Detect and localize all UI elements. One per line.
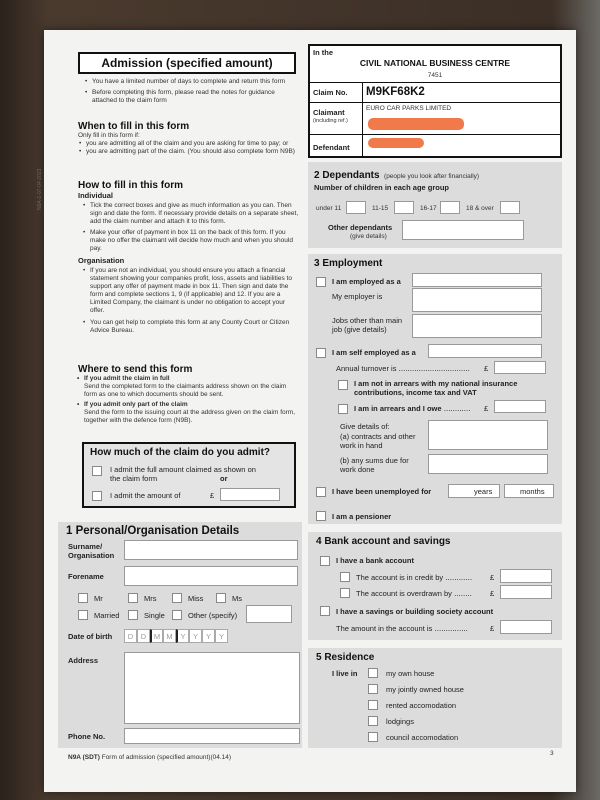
dependants-header <box>314 165 479 183</box>
footer-form-code: N9A (SDT) <box>68 754 100 761</box>
surname-label: Surname/ Organisation <box>68 542 115 560</box>
other-dependants-sub: (give details) <box>350 233 387 240</box>
title-ms-label: Ms <box>232 594 242 603</box>
status-single-checkbox[interactable] <box>128 610 138 620</box>
dependants-heading: 2 Dependants <box>314 170 380 181</box>
dob-cell[interactable]: Y <box>215 629 228 643</box>
self-employed-label: I am self employed as a <box>332 348 416 357</box>
how-heading: How to fill in this form <box>78 180 183 191</box>
dependants-sub: (people you look after financially) <box>384 173 480 180</box>
residence-heading: 5 Residence <box>316 652 375 663</box>
own-house-label: my own house <box>386 669 435 678</box>
currency-symbol: £ <box>490 573 495 582</box>
surname-input[interactable] <box>124 540 298 560</box>
where-full-lead: • If you admit the claim in full <box>84 375 300 383</box>
title-mr-label: Mr <box>94 594 103 603</box>
not-arrears-checkbox[interactable] <box>338 380 348 390</box>
admit-amount-input[interactable] <box>220 488 280 501</box>
other-jobs-input[interactable] <box>412 314 542 338</box>
lodgings-label: lodgings <box>386 717 414 726</box>
when-lead: Only fill in this form if: <box>78 132 140 139</box>
unemployed-checkbox[interactable] <box>316 487 326 497</box>
employer-input[interactable] <box>412 288 542 312</box>
dob-cell[interactable]: Y <box>176 629 189 643</box>
turnover-label: Annual turnover is ................................ <box>336 364 470 373</box>
where-part-text: Send the form to the issuing court at the address given on the claim form, together with the defence form (N9B). <box>84 409 295 424</box>
form-title: Admission (specified amount) <box>101 56 273 70</box>
court-name: CIVIL NATIONAL BUSINESS CENTRE <box>359 58 511 68</box>
in-credit-input[interactable] <box>500 569 552 583</box>
where-full-text: Send the completed form to the claimants address shown on the claim form as one to which documents should be sent. <box>84 383 287 398</box>
how-individual: Individual <box>78 191 114 200</box>
age-18-over-input[interactable] <box>500 201 520 214</box>
admit-full-checkbox[interactable] <box>92 466 102 476</box>
employed-checkbox[interactable] <box>316 277 326 287</box>
arrears-input[interactable] <box>494 400 546 413</box>
contracts-label: (a) contracts and other work in hand <box>340 432 416 450</box>
where-heading: Where to send this form <box>78 364 193 375</box>
savings-label: I have a savings or building society account <box>336 607 494 616</box>
status-married-checkbox[interactable] <box>78 610 88 620</box>
dob-cell[interactable]: M <box>163 629 176 643</box>
joint-house-checkbox[interactable] <box>368 684 378 694</box>
turnover-text: Annual turnover is <box>336 364 397 373</box>
where-part-lead: • If you admit only part of the claim <box>84 401 300 409</box>
arrears-label: I am in arrears and I owe ............ <box>354 404 471 413</box>
turnover-input[interactable] <box>494 361 546 374</box>
how-section <box>78 180 300 335</box>
age-16-17-input[interactable] <box>440 201 460 214</box>
how-bullet: • If you are not an individual, you should ensure you attach a financial statement showing your companies profit, loss, assets and liabilities to support any offer of payment made in box 11. Then sign and date the form and complete sections 1, 9 (if applicable) and 12. If you are a Limited Company, the claimant is under no obligation to accept your offer. <box>90 267 300 315</box>
contracts-input[interactable] <box>428 420 548 450</box>
status-other-input[interactable] <box>246 605 292 623</box>
savings-amount-input[interactable] <box>500 620 552 634</box>
pensioner-checkbox[interactable] <box>316 511 326 521</box>
overdrawn-label: The account is overdrawn by ........ <box>356 589 472 598</box>
phone-input[interactable] <box>124 728 300 744</box>
employed-label: I am employed as a <box>332 277 401 286</box>
age-11-15-label: 11-15 <box>372 205 389 212</box>
how-bullet: • You can get help to complete this form at any County Court or Citizen Advice Bureau. <box>90 319 300 335</box>
status-other-checkbox[interactable] <box>172 610 182 620</box>
in-credit-label: The account is in credit by ............ <box>356 573 473 582</box>
years-label: years <box>474 487 493 496</box>
defendant-label: Defendant <box>313 143 350 152</box>
own-house-checkbox[interactable] <box>368 668 378 678</box>
arrears-checkbox[interactable] <box>338 404 348 414</box>
rented-label: rented accomodation <box>386 701 457 710</box>
claim-no-label: Claim No. <box>313 88 348 97</box>
age-16-17-label: 16-17 <box>420 205 437 212</box>
savings-checkbox[interactable] <box>320 606 330 616</box>
currency-symbol: £ <box>484 404 489 413</box>
in-credit-text: The account is in credit by <box>356 573 444 582</box>
title-miss-checkbox[interactable] <box>172 593 182 603</box>
overdrawn-input[interactable] <box>500 585 552 599</box>
when-bullet: • you are admitting all of the claim and you are asking for time to pay; or <box>86 140 298 148</box>
redaction-mark <box>368 138 424 148</box>
dob-cell[interactable]: D <box>124 629 137 643</box>
how-bullet: • Tick the correct boxes and give as much information as you can. Then sign and date the form. If necessary provide details on a separate sheet, add the claim number and attach it to this form. <box>90 202 300 226</box>
self-employed-input[interactable] <box>428 344 542 358</box>
other-dependants-label: Other dependants <box>328 223 393 232</box>
phone-label: Phone No. <box>68 732 106 741</box>
dob-label: Date of birth <box>68 632 113 641</box>
council-checkbox[interactable] <box>368 732 378 742</box>
personal-heading: 1 Personal/Organisation Details <box>66 525 240 537</box>
sums-due-input[interactable] <box>428 454 548 474</box>
rented-checkbox[interactable] <box>368 700 378 710</box>
claimant-value: EURO CAR PARKS LIMITED <box>366 105 452 112</box>
where-section <box>78 364 300 425</box>
employed-as-input[interactable] <box>412 273 542 287</box>
self-employed-checkbox[interactable] <box>316 348 326 358</box>
age-under-11-label: under 11 <box>316 205 342 212</box>
title-miss-label: Miss <box>188 594 204 603</box>
council-label: council accomodation <box>386 733 459 742</box>
currency-symbol: £ <box>490 589 495 598</box>
admit-full-label: I admit the full amount claimed as shown on the claim form <box>110 465 256 483</box>
claim-no-value: M9KF68K2 <box>366 86 425 98</box>
page-number: 3 <box>550 750 554 757</box>
status-other-label: Other (specify) <box>188 611 238 620</box>
intro-bullet: • Before completing this form, please read the notes for guidance attached to the claim form <box>92 89 292 105</box>
footer <box>68 754 231 762</box>
overdrawn-text: The account is overdrawn by <box>356 589 452 598</box>
how-much-box <box>82 442 296 508</box>
in-credit-checkbox[interactable] <box>340 572 350 582</box>
bank-account-label: I have a bank account <box>336 556 414 565</box>
court-box <box>308 44 562 158</box>
pensioner-label: I am a pensioner <box>332 512 392 521</box>
forename-input[interactable] <box>124 566 298 586</box>
status-married-label: Married <box>94 611 120 620</box>
bank-account-checkbox[interactable] <box>320 556 330 566</box>
months-label: months <box>520 487 545 496</box>
unemployed-label: I have been unemployed for <box>332 487 432 496</box>
currency-symbol: £ <box>490 624 495 633</box>
dob-cell[interactable]: Y <box>202 629 215 643</box>
savings-amount-label: The amount in the account is ............... <box>336 624 468 633</box>
intro-bullet: • You have a limited number of days to complete and return this form <box>92 78 292 86</box>
lodgings-checkbox[interactable] <box>368 716 378 726</box>
live-in-label: I live in <box>332 669 358 678</box>
forename-label: Forename <box>68 572 104 581</box>
dob-cell[interactable]: M <box>150 629 163 643</box>
title-mrs-checkbox[interactable] <box>128 593 138 603</box>
not-arrears-text: I am not in arrears with my national insurance contributions, income tax and VAT <box>354 379 518 397</box>
other-dependants-input[interactable] <box>402 220 524 240</box>
admit-part-checkbox[interactable] <box>92 491 102 501</box>
bank-heading: 4 Bank account and savings <box>316 536 451 547</box>
or-label: or <box>220 474 228 483</box>
employer-label: My employer is <box>332 292 383 301</box>
arrears-text: I am in arrears and I owe <box>354 404 442 413</box>
age-18-over-label: 18 & over <box>466 205 494 212</box>
when-section <box>78 121 298 156</box>
redaction-mark <box>368 118 464 130</box>
status-single-label: Single <box>144 611 165 620</box>
dob-cell[interactable]: D <box>137 629 150 643</box>
currency-symbol: £ <box>484 364 489 373</box>
claimant-sub: (including ref.) <box>313 118 348 124</box>
title-mr-checkbox[interactable] <box>78 593 88 603</box>
savings-amount-text: The amount in the account is <box>336 624 433 633</box>
age-under-11-input[interactable] <box>346 201 366 214</box>
how-organisation: Organisation <box>78 256 125 265</box>
sums-due-label: (b) any sums due for work done <box>340 456 409 474</box>
form-title-box <box>78 52 296 74</box>
address-input[interactable] <box>124 652 300 724</box>
joint-house-label: my jointly owned house <box>386 685 464 694</box>
how-much-heading: How much of the claim do you admit? <box>90 447 271 458</box>
form-page <box>37 30 576 792</box>
court-code: 7451 <box>427 72 443 79</box>
children-label: Number of children in each age group <box>314 183 450 192</box>
employment-heading: 3 Employment <box>314 258 383 269</box>
dob-cell[interactable]: Y <box>189 629 202 643</box>
age-11-15-input[interactable] <box>394 201 414 214</box>
side-code: N9A-1-07-04-2023 <box>37 168 43 210</box>
give-details-label: Give details of: <box>340 422 390 431</box>
footer-form-name: Form of admission (specified amount)(04.14) <box>101 754 232 761</box>
admit-part-label: I admit the amount of <box>110 491 181 500</box>
intro-notes <box>92 78 292 105</box>
other-jobs-label: Jobs other than main job (give details) <box>332 316 403 334</box>
dob-field[interactable] <box>124 629 228 643</box>
title-mrs-label: Mrs <box>144 594 157 603</box>
currency-symbol: £ <box>210 491 215 500</box>
how-bullet: • Make your offer of payment in box 11 on the back of this form. If you make no offer the claimant will decide how much and when you should pay. <box>90 229 300 253</box>
in-the-label: In the <box>313 48 333 57</box>
not-arrears-label <box>354 379 534 397</box>
claimant-label: Claimant <box>313 108 345 117</box>
when-heading: When to fill in this form <box>78 121 190 132</box>
title-ms-checkbox[interactable] <box>216 593 226 603</box>
address-label: Address <box>68 656 99 665</box>
when-bullet: • you are admitting part of the claim. (You should also complete form N9B) <box>86 148 298 156</box>
overdrawn-checkbox[interactable] <box>340 588 350 598</box>
